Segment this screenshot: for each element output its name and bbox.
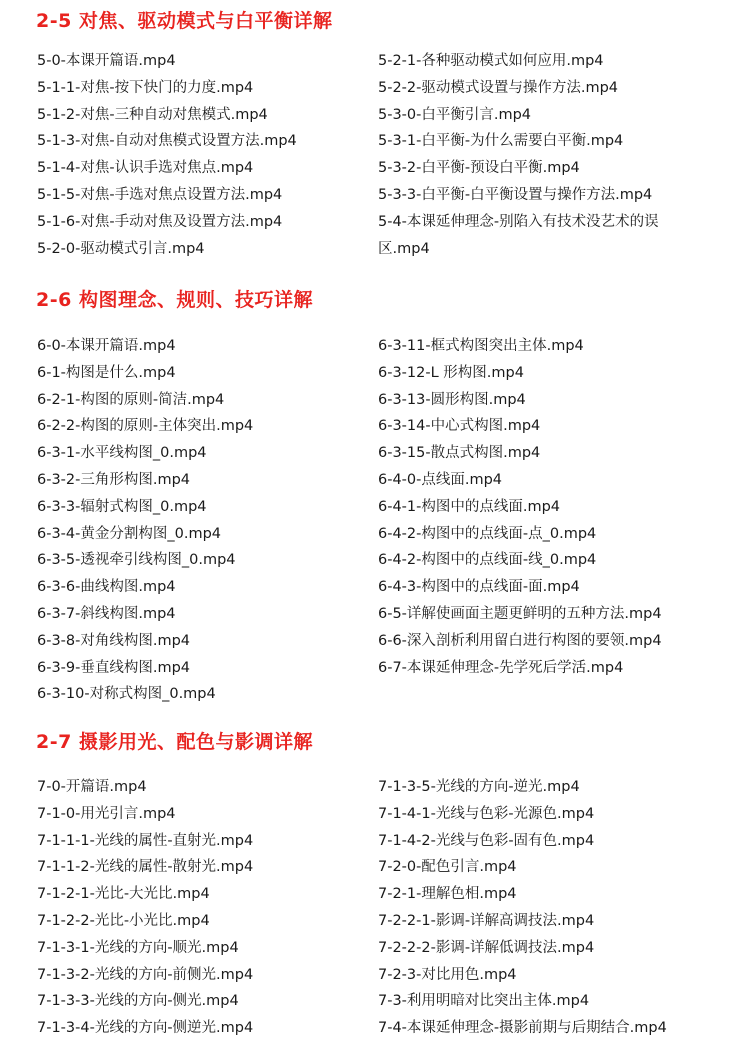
file-list-right <box>378 333 708 681</box>
file-item[interactable]: 6-3-5-透视牵引线构图_0.mp4 <box>37 552 236 569</box>
file-item[interactable]: 7-1-4-2-光线与色彩-固有色.mp4 <box>378 832 595 849</box>
file-item[interactable]: 6-3-13-圆形构图.mp4 <box>378 391 526 408</box>
file-item[interactable]: 6-3-7-斜线构图.mp4 <box>37 605 176 622</box>
file-item[interactable]: 7-1-0-用光引言.mp4 <box>37 805 176 822</box>
file-list-left <box>37 48 367 262</box>
file-item[interactable]: 7-1-1-1-光线的属性-直射光.mp4 <box>37 832 254 849</box>
file-item[interactable]: 6-4-3-构图中的点线面-面.mp4 <box>378 579 580 596</box>
file-item[interactable]: 6-5-详解使画面主题更鲜明的五种方法.mp4 <box>378 605 662 622</box>
file-item[interactable]: 5-4-本课延伸理念-别陷入有技术没艺术的误区.mp4 <box>378 213 659 257</box>
file-item[interactable]: 6-3-3-辐射式构图_0.mp4 <box>37 498 207 515</box>
file-item[interactable]: 6-3-15-散点式构图.mp4 <box>378 445 541 462</box>
file-item[interactable]: 7-1-3-2-光线的方向-前侧光.mp4 <box>37 966 254 983</box>
file-list-right <box>378 48 708 262</box>
file-list-right <box>378 774 708 1042</box>
file-item[interactable]: 5-2-2-驱动模式设置与操作方法.mp4 <box>378 79 619 96</box>
file-item[interactable]: 6-4-0-点线面.mp4 <box>378 471 503 488</box>
file-item[interactable]: 7-2-3-对比用色.mp4 <box>378 966 517 983</box>
section-heading: 2-6 构图理念、规则、技巧详解 <box>36 289 313 311</box>
file-item[interactable]: 7-1-3-4-光线的方向-侧逆光.mp4 <box>37 1020 254 1037</box>
file-item[interactable]: 7-1-4-1-光线与色彩-光源色.mp4 <box>378 805 595 822</box>
file-item[interactable]: 7-3-利用明暗对比突出主体.mp4 <box>378 993 590 1010</box>
file-item[interactable]: 7-1-3-5-光线的方向-逆光.mp4 <box>378 779 580 795</box>
file-item[interactable]: 6-3-14-中心式构图.mp4 <box>378 418 541 435</box>
file-item[interactable]: 5-1-4-对焦-认识手选对焦点.mp4 <box>37 160 254 177</box>
file-item[interactable]: 5-3-2-白平衡-预设白平衡.mp4 <box>378 160 580 177</box>
file-item[interactable]: 6-3-10-对称式构图_0.mp4 <box>37 686 216 703</box>
file-item[interactable]: 7-1-1-2-光线的属性-散射光.mp4 <box>37 859 254 876</box>
file-item[interactable]: 6-7-本课延伸理念-先学死后学活.mp4 <box>378 659 624 676</box>
file-item[interactable]: 7-2-1-理解色相.mp4 <box>378 886 517 903</box>
file-item[interactable]: 7-2-0-配色引言.mp4 <box>378 859 517 876</box>
file-item[interactable]: 6-3-2-三角形构图.mp4 <box>37 471 191 488</box>
file-item[interactable]: 6-2-2-构图的原则-主体突出.mp4 <box>37 418 254 435</box>
file-item[interactable]: 7-1-3-3-光线的方向-侧光.mp4 <box>37 993 239 1010</box>
file-item[interactable]: 5-1-6-对焦-手动对焦及设置方法.mp4 <box>37 213 283 230</box>
file-item[interactable]: 6-3-11-框式构图突出主体.mp4 <box>378 338 584 354</box>
file-item[interactable]: 6-2-1-构图的原则-简洁.mp4 <box>37 391 225 408</box>
file-item[interactable]: 7-1-2-2-光比-小光比.mp4 <box>37 912 210 929</box>
file-item[interactable]: 5-1-1-对焦-按下快门的力度.mp4 <box>37 79 254 96</box>
file-list-left <box>37 774 367 1042</box>
file-item[interactable]: 6-3-9-垂直线构图.mp4 <box>37 659 191 676</box>
file-item[interactable]: 7-1-3-1-光线的方向-顺光.mp4 <box>37 939 239 956</box>
file-item[interactable]: 6-6-深入剖析利用留白进行构图的要领.mp4 <box>378 632 662 649</box>
file-item[interactable]: 7-0-开篇语.mp4 <box>37 779 147 795</box>
file-item[interactable]: 5-3-3-白平衡-白平衡设置与操作方法.mp4 <box>378 186 653 203</box>
section-heading: 2-7 摄影用光、配色与影调详解 <box>36 731 313 753</box>
file-list-left <box>37 333 367 708</box>
file-item[interactable]: 6-3-4-黄金分割构图_0.mp4 <box>37 525 222 542</box>
file-item[interactable]: 5-1-3-对焦-自动对焦模式设置方法.mp4 <box>37 133 297 150</box>
file-item[interactable]: 5-3-0-白平衡引言.mp4 <box>378 106 532 123</box>
file-item[interactable]: 6-1-构图是什么.mp4 <box>37 364 176 381</box>
file-item[interactable]: 6-3-1-水平线构图_0.mp4 <box>37 445 207 462</box>
file-item[interactable]: 5-1-5-对焦-手选对焦点设置方法.mp4 <box>37 186 283 203</box>
file-item[interactable]: 5-0-本课开篇语.mp4 <box>37 53 176 69</box>
file-item[interactable]: 6-0-本课开篇语.mp4 <box>37 338 176 354</box>
file-item[interactable]: 6-4-2-构图中的点线面-线_0.mp4 <box>378 552 597 569</box>
file-item[interactable]: 7-1-2-1-光比-大光比.mp4 <box>37 886 210 903</box>
file-item[interactable]: 5-3-1-白平衡-为什么需要白平衡.mp4 <box>378 133 624 150</box>
file-item[interactable]: 7-4-本课延伸理念-摄影前期与后期结合.mp4 <box>378 1020 667 1037</box>
file-item[interactable]: 6-3-6-曲线构图.mp4 <box>37 579 176 596</box>
file-item[interactable]: 6-3-8-对角线构图.mp4 <box>37 632 191 649</box>
file-item[interactable]: 7-2-2-1-影调-详解高调技法.mp4 <box>378 912 595 929</box>
file-item[interactable]: 5-2-0-驱动模式引言.mp4 <box>37 240 205 257</box>
file-item[interactable]: 6-3-12-L 形构图.mp4 <box>378 364 524 381</box>
file-item[interactable]: 6-4-2-构图中的点线面-点_0.mp4 <box>378 525 597 542</box>
file-item[interactable]: 5-1-2-对焦-三种自动对焦模式.mp4 <box>37 106 268 123</box>
file-item[interactable]: 7-2-2-2-影调-详解低调技法.mp4 <box>378 939 595 956</box>
file-item[interactable]: 5-2-1-各种驱动模式如何应用.mp4 <box>378 53 604 69</box>
section-heading: 2-5 对焦、驱动模式与白平衡详解 <box>36 10 333 32</box>
file-item[interactable]: 6-4-1-构图中的点线面.mp4 <box>378 498 561 515</box>
